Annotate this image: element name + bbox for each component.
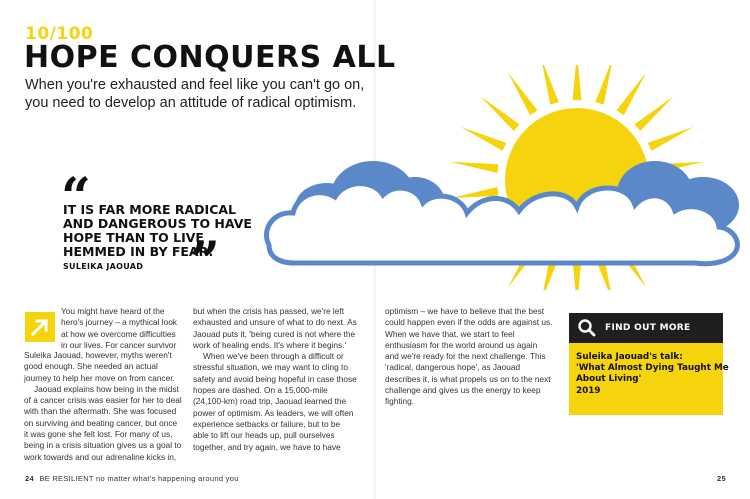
pull-quote: IT IS FAR MORE RADICAL AND DANGEROUS TO HAVE HOPE THAN TO LIVE HEMMED IN BY FEAR.: [63, 202, 252, 259]
arrow-icon: [25, 312, 55, 342]
quote-author: SULEIKA JAOUAD: [63, 262, 144, 271]
open-quote-icon: “: [61, 167, 91, 228]
page-title: HOPE CONQUERS ALL: [24, 40, 396, 75]
talk-line-1: Suleika Jaouad's talk:: [576, 352, 683, 362]
body-col3-p1: optimism – we have to believe that the best could happen even if the odds are against us. When we have that, we start to feel enthusiasm for the world around us again and we're ready for the next challenge. This 'radical, dangerous hope', as Jaouad describes it, is what propels us on to the next challenge and gives us the energy to keep fighting.: [385, 306, 553, 407]
sun-ray: [508, 72, 538, 115]
body-col2-p1: but when the crisis has passed, we're left exhausted and unsure of what to do next. As Jaouad puts it, 'being cured is not where the work of healing ends. It's where it begins.': [193, 306, 357, 350]
body-col1-p2: Jaouad explains how being in the midst of a cancer crisis was easier for her to deal with than the aftermath. She was focused on surviving and beating cancer, but once it was gone she felt lost. For many of us, being in a crisis situation gives us a goal to work towards and our adrenaline kicks in,: [24, 383, 182, 462]
running-footer: BE RESILIENT no matter what's happening around you: [39, 474, 239, 483]
folio-left: [25, 474, 239, 483]
sun-ray: [634, 96, 673, 131]
sun-ray: [461, 127, 507, 151]
find-out-more-label: FIND OUT MORE: [605, 323, 691, 333]
talk-line-4: 2019: [576, 385, 601, 396]
body-col1-intro: You might have heard of the hero's journey – a mythical look at how we overcome difficulties in our lives. For cancer survivor: [61, 306, 177, 350]
sun-ray: [450, 162, 498, 173]
talk-line-2: 'What Almost Dying Taught Me: [576, 363, 729, 374]
find-out-more-box: [569, 313, 729, 415]
page-subtitle: When you're exhausted and feel like you can't go on, you need to develop an attitude of radical optimism.: [25, 77, 365, 111]
body-column-2: [193, 306, 358, 453]
magnifier-icon: [577, 318, 597, 338]
body-col2-p2: When we've been through a difficult or stressful situation, we may want to cling to safety and avoid being hopeful in case those hopes are dashed. On a 15,000-mile (24,100-km) road trip, Jaouad learned the power of optimism. As leaders, we will often experience setbacks or failure, but to be able to lift our heads up, pull ourselves together, and try again, we have to have: [193, 351, 357, 452]
close-quote-icon: ”: [190, 231, 220, 292]
find-out-more-header: [569, 313, 723, 343]
sun-ray: [573, 65, 582, 100]
find-out-more-body: [569, 343, 729, 415]
sun-ray: [480, 96, 519, 131]
sun-and-clouds-illustration: [255, 65, 750, 290]
talk-line-3: About Living': [576, 374, 642, 385]
sun-ray: [595, 65, 613, 105]
sun-ray: [616, 72, 646, 115]
body-col1-rest: Suleika Jaouad, however, myths weren't good enough. She needed an actual journey to help her move on from cancer.: [24, 350, 175, 383]
page-number-left: 24: [25, 474, 34, 483]
sun-ray: [648, 127, 694, 151]
body-column-3: [385, 306, 553, 408]
body-column-1: [24, 350, 182, 463]
page-number-right: 25: [717, 474, 726, 483]
sun-ray: [541, 65, 559, 105]
article-number: 10/100: [25, 24, 94, 44]
